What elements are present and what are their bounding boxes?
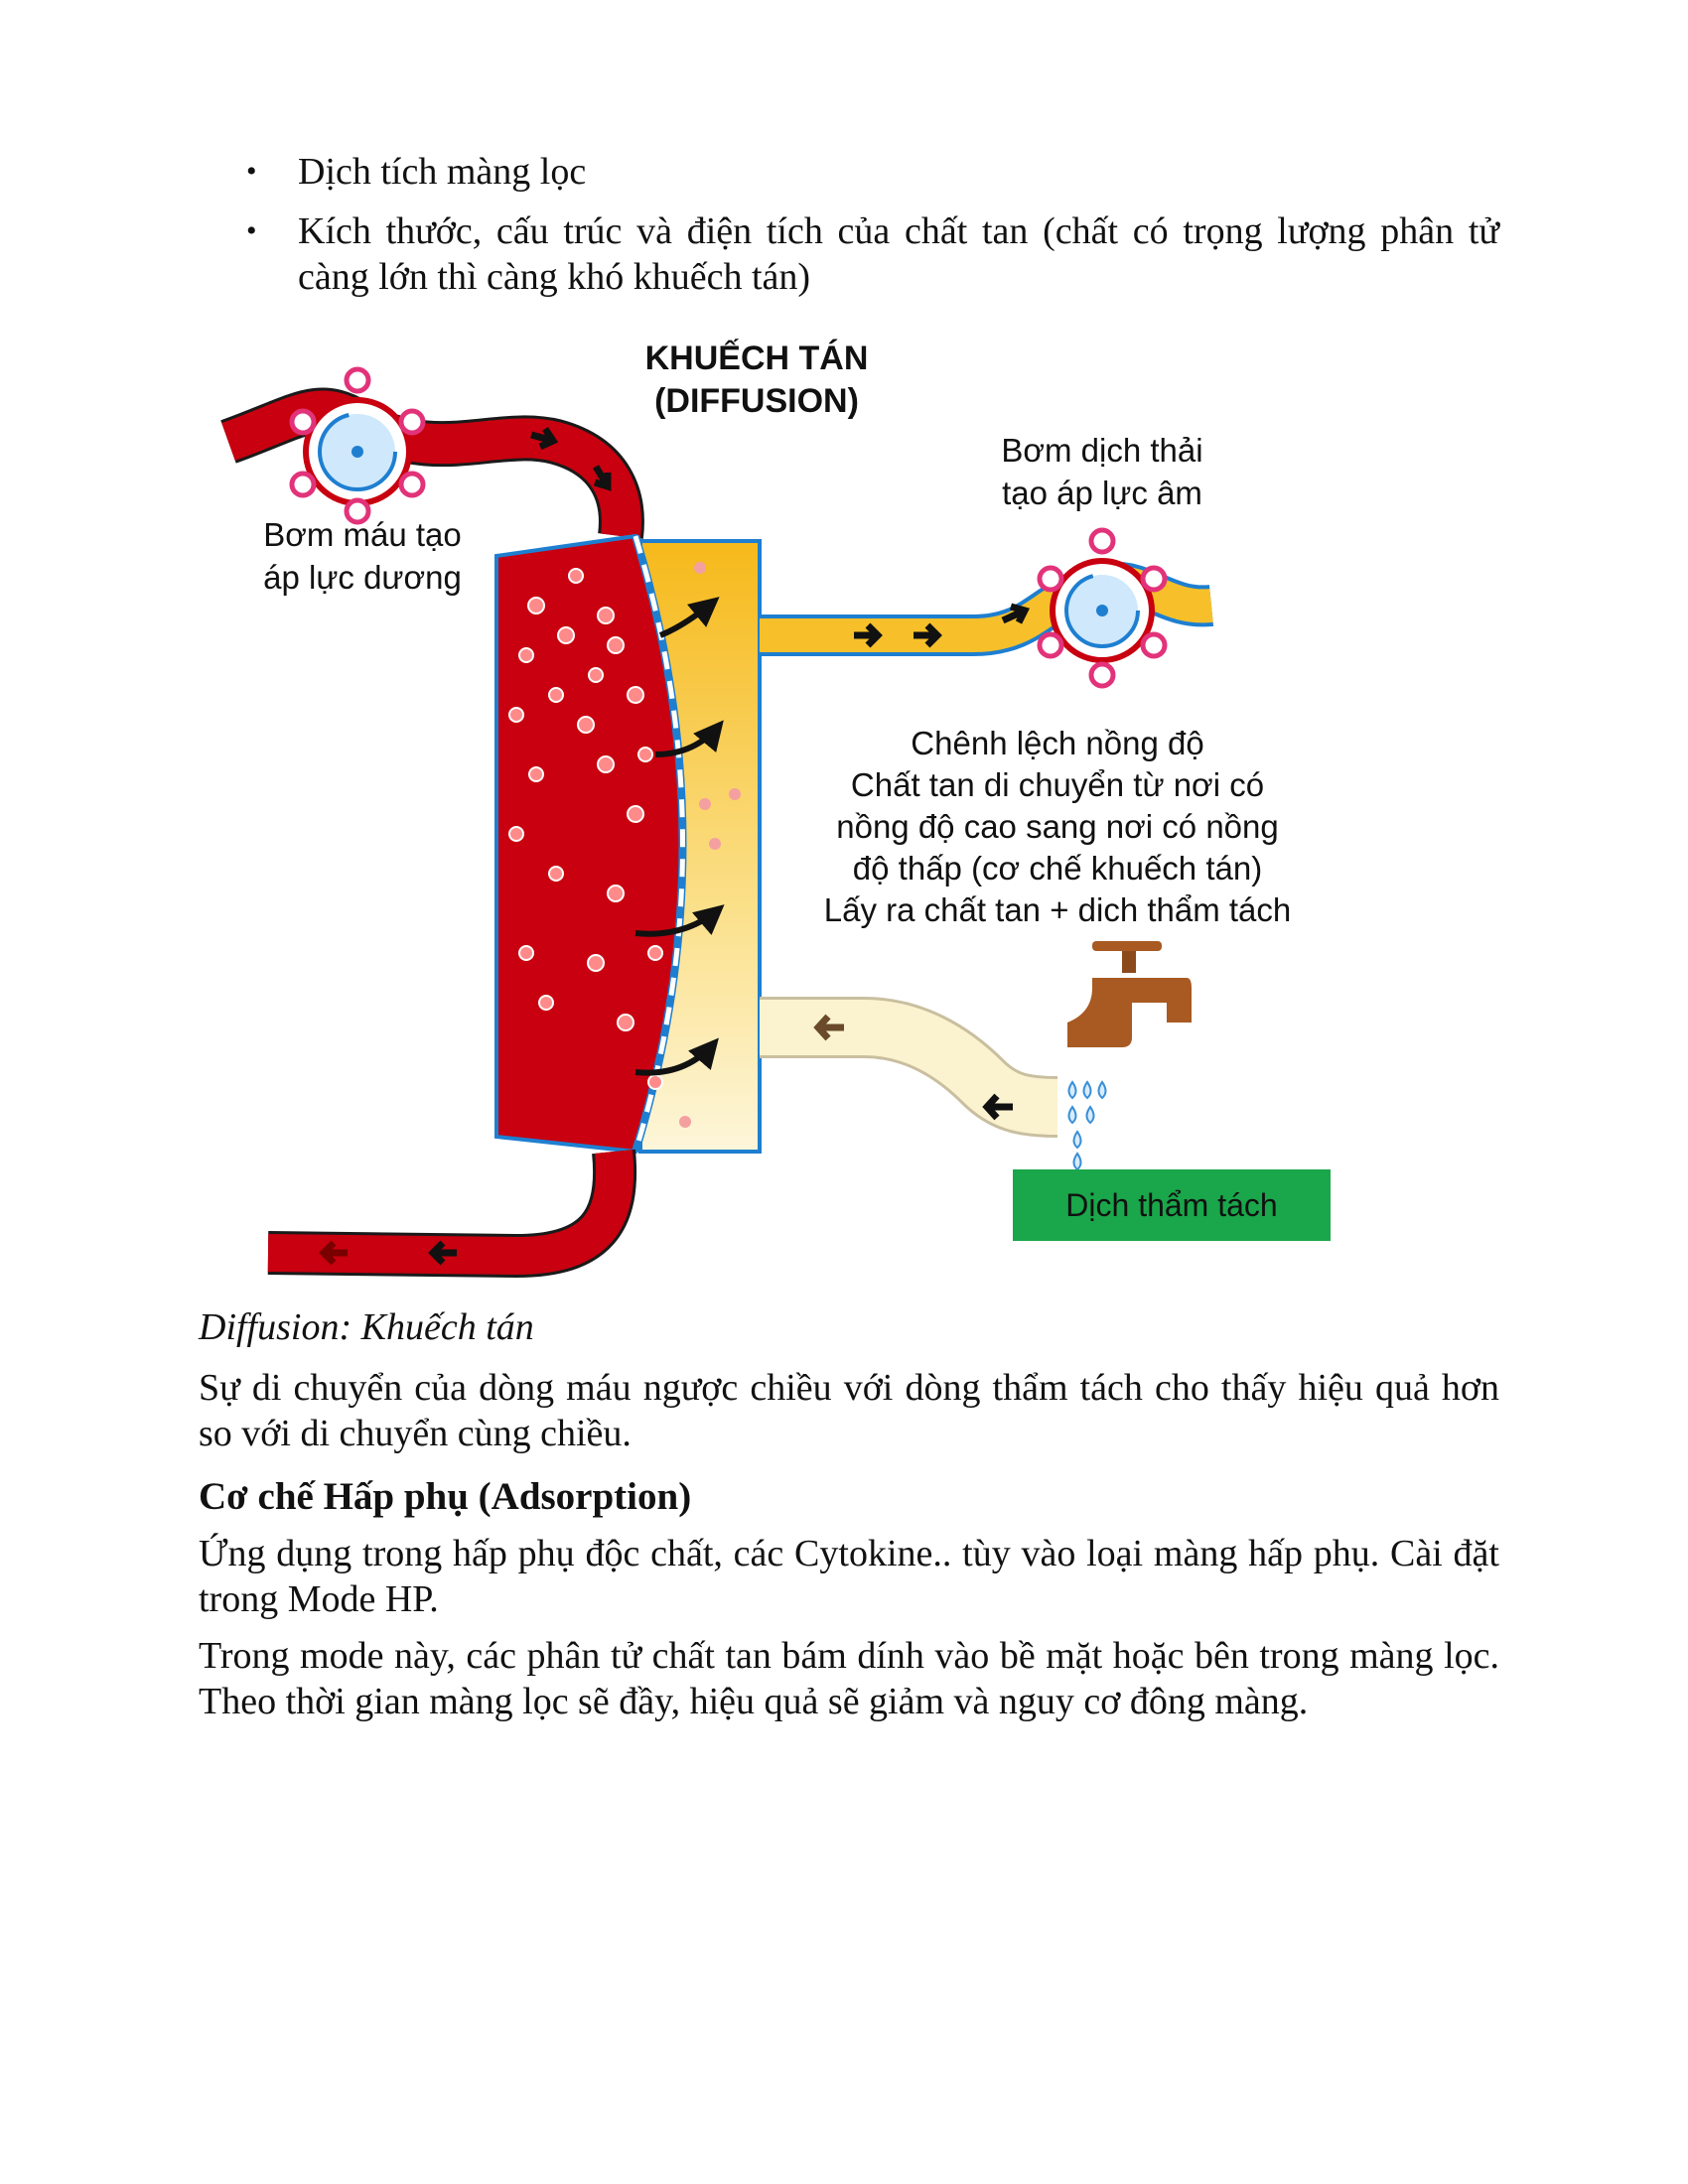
dialysate-label: Dịch thẩm tách <box>1065 1187 1278 1223</box>
blood-pump-label-line2: áp lực dương <box>263 559 462 596</box>
explanation-line: độ thấp (cơ chế khuếch tán) <box>852 850 1263 887</box>
explanation-line: Lấy ra chất tan + dich thẩm tách <box>823 891 1292 928</box>
diagram-title-line2: (DIFFUSION) <box>654 382 859 420</box>
explanation-line: nồng độ cao sang nơi có nồng <box>836 808 1279 845</box>
blood-pump-label-line1: Bơm máu tạo <box>263 516 462 553</box>
figure-caption: Diffusion: Khuếch tán <box>199 1306 534 1348</box>
blood-compartment <box>496 536 683 1152</box>
paragraph: Sự di chuyển của dòng máu ngược chiều với dòng thẩm tách cho thấy hiệu quả hơn so với di chuyển cùng chiều. <box>199 1367 1499 1454</box>
bullet-icon: • <box>246 214 257 247</box>
paragraph: Ứng dụng trong hấp phụ độc chất, các Cytokine.. tùy vào loại màng hấp phụ. Cài đặt trong Mode HP. <box>199 1533 1499 1620</box>
faucet-icon <box>1067 941 1192 1169</box>
explanation-line: Chênh lệch nồng độ <box>911 725 1204 761</box>
waste-pump-label-line2: tạo áp lực âm <box>1002 475 1202 511</box>
diagram-title-line1: KHUẾCH TÁN <box>644 340 869 377</box>
section-heading: Cơ chế Hấp phụ (Adsorption) <box>199 1475 692 1518</box>
explanation-line: Chất tan di chuyển từ nơi có <box>850 766 1265 803</box>
waste-pump-icon <box>1040 530 1165 686</box>
bullet-icon: • <box>246 155 257 188</box>
bullet-text: Dịch tích màng lọc <box>298 151 587 193</box>
paragraph: Trong mode này, các phân tử chất tan bám dính vào bề mặt hoặc bên trong màng lọc. Theo thời gian màng lọc sẽ đầy, hiệu quả sẽ giảm và nguy cơ đông màng. <box>199 1635 1499 1722</box>
bullet-text: Kích thước, cấu trúc và điện tích của chất tan (chất có trọng lượng phân tử càng lớn thì càng khó khuếch tán) <box>298 210 1499 298</box>
waste-pump-label-line1: Bơm dịch thải <box>1001 432 1203 469</box>
